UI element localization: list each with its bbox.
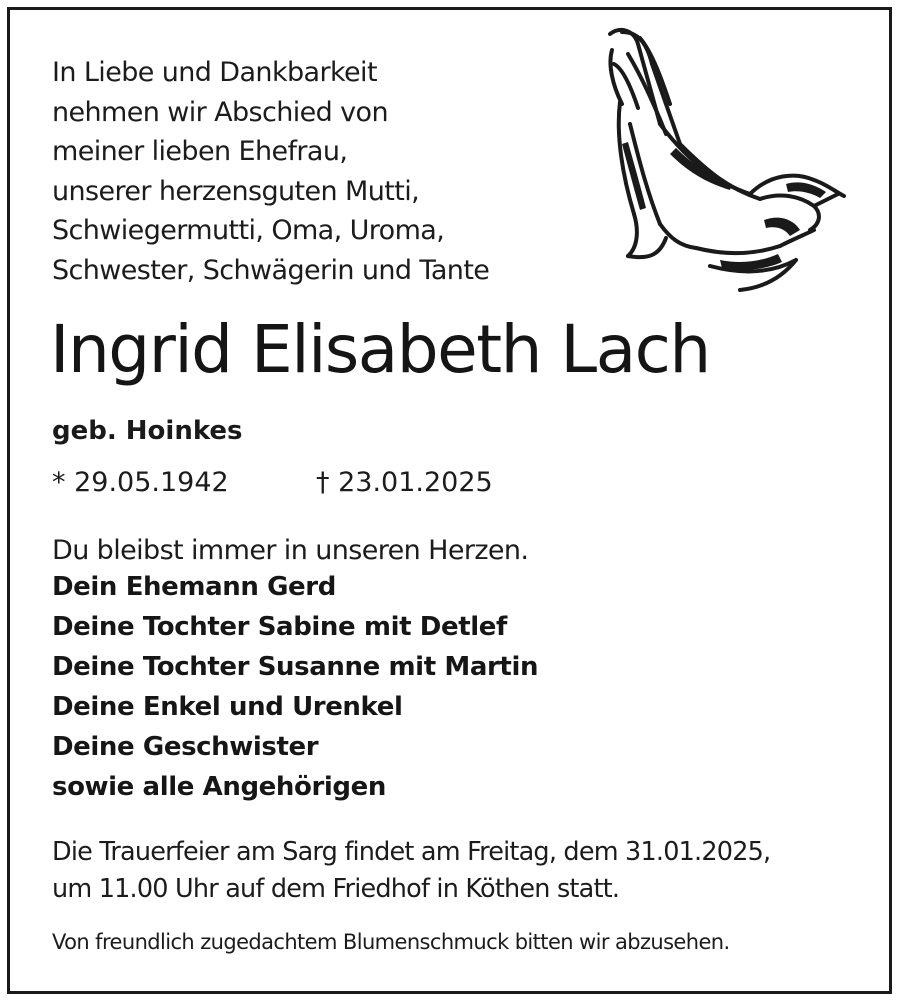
maiden-name: geb. Hoinkes (52, 416, 243, 446)
intro-line: unserer herzensguten Mutti, (52, 175, 420, 207)
birth-date: * 29.05.1942 (52, 467, 229, 498)
family-member: sowie alle Angehörigen (52, 772, 386, 802)
mourning-line: Du bleibst immer in unseren Herzen. (52, 535, 529, 566)
intro-line: Schwiegermutti, Oma, Uroma, (52, 215, 445, 247)
intro-text (52, 53, 489, 291)
ceremony-info (52, 834, 770, 908)
family-list (52, 567, 538, 807)
flower-note: Von freundlich zugedachtem Blumenschmuck bitten wir abzusehen. (52, 930, 730, 954)
family-member: Deine Tochter Sabine mit Detlef (52, 612, 507, 642)
death-date: † 23.01.2025 (316, 467, 493, 498)
family-member: Deine Tochter Susanne mit Martin (52, 652, 539, 682)
praying-hands-icon (600, 24, 850, 294)
life-dates (52, 462, 493, 504)
ceremony-line: um 11.00 Uhr auf dem Friedhof in Köthen statt. (52, 874, 620, 904)
intro-line: Schwester, Schwägerin und Tante (52, 254, 490, 286)
family-member: Deine Enkel und Urenkel (52, 692, 403, 722)
ceremony-line: Die Trauerfeier am Sarg findet am Freitag, dem 31.01.2025, (52, 837, 771, 867)
intro-line: nehmen wir Abschied von (52, 96, 388, 128)
family-member: Deine Geschwister (52, 732, 319, 762)
family-member: Dein Ehemann Gerd (52, 572, 336, 602)
intro-line: meiner lieben Ehefrau, (52, 136, 348, 168)
deceased-name: Ingrid Elisabeth Lach (50, 311, 710, 388)
intro-line: In Liebe und Dankbarkeit (52, 57, 377, 88)
